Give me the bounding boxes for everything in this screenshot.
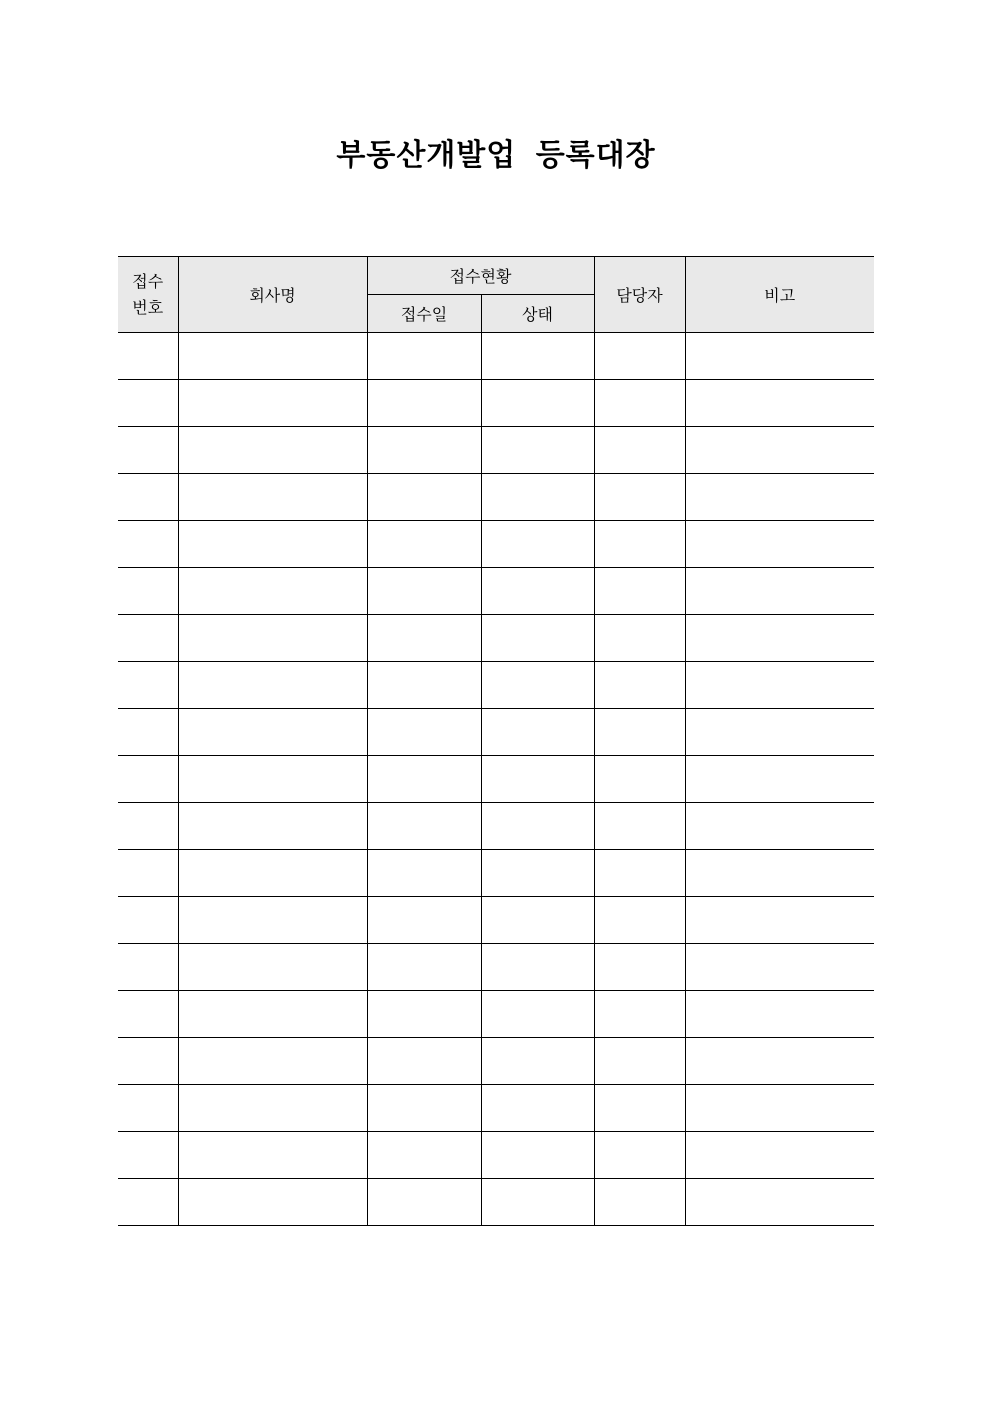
cell-receipt-date[interactable] [367, 1038, 481, 1085]
header-remarks: 비고 [685, 257, 874, 333]
table-row [118, 709, 874, 756]
page-title: 부동산개발업 등록대장 [336, 138, 656, 173]
cell-receipt-date[interactable] [367, 709, 481, 756]
cell-status[interactable] [481, 1038, 594, 1085]
header-receipt-number-line2: 번호 [132, 297, 164, 317]
cell-receipt-date[interactable] [367, 850, 481, 897]
cell-company-name[interactable] [178, 380, 367, 427]
cell-remarks[interactable] [685, 991, 874, 1038]
cell-remarks[interactable] [685, 944, 874, 991]
cell-receipt-number[interactable] [118, 521, 178, 568]
cell-company-name[interactable] [178, 1179, 367, 1226]
cell-receipt-number[interactable] [118, 333, 178, 380]
cell-manager[interactable] [594, 1038, 685, 1085]
cell-remarks[interactable] [685, 1085, 874, 1132]
cell-receipt-number[interactable] [118, 568, 178, 615]
table-row [118, 568, 874, 615]
header-status: 상태 [481, 295, 594, 333]
cell-manager[interactable] [594, 333, 685, 380]
cell-status[interactable] [481, 944, 594, 991]
cell-remarks[interactable] [685, 427, 874, 474]
cell-receipt-date[interactable] [367, 1132, 481, 1179]
table-row [118, 1038, 874, 1085]
cell-manager[interactable] [594, 521, 685, 568]
cell-receipt-date[interactable] [367, 803, 481, 850]
cell-receipt-date[interactable] [367, 333, 481, 380]
cell-manager[interactable] [594, 944, 685, 991]
table-row [118, 662, 874, 709]
cell-receipt-number[interactable] [118, 474, 178, 521]
cell-receipt-date[interactable] [367, 380, 481, 427]
header-receipt-date: 접수일 [367, 295, 481, 333]
cell-receipt-number[interactable] [118, 1085, 178, 1132]
cell-receipt-date[interactable] [367, 568, 481, 615]
cell-status[interactable] [481, 756, 594, 803]
cell-receipt-number[interactable] [118, 380, 178, 427]
cell-company-name[interactable] [178, 427, 367, 474]
cell-receipt-date[interactable] [367, 615, 481, 662]
cell-company-name[interactable] [178, 474, 367, 521]
cell-receipt-number[interactable] [118, 709, 178, 756]
table-row [118, 1132, 874, 1179]
cell-manager[interactable] [594, 662, 685, 709]
cell-receipt-number[interactable] [118, 944, 178, 991]
cell-company-name[interactable] [178, 944, 367, 991]
cell-remarks[interactable] [685, 1179, 874, 1226]
cell-status[interactable] [481, 709, 594, 756]
cell-manager[interactable] [594, 427, 685, 474]
cell-remarks[interactable] [685, 568, 874, 615]
cell-company-name[interactable] [178, 568, 367, 615]
cell-company-name[interactable] [178, 1038, 367, 1085]
cell-remarks[interactable] [685, 1132, 874, 1179]
cell-status[interactable] [481, 662, 594, 709]
registration-table [118, 256, 874, 1226]
header-receipt-number-line1: 접수 [132, 271, 164, 291]
table-row [118, 380, 874, 427]
cell-receipt-number[interactable] [118, 991, 178, 1038]
table-row [118, 474, 874, 521]
cell-receipt-number[interactable] [118, 803, 178, 850]
header-receipt-number [118, 257, 178, 333]
cell-manager[interactable] [594, 1179, 685, 1226]
table-row [118, 333, 874, 380]
cell-company-name[interactable] [178, 1085, 367, 1132]
cell-remarks[interactable] [685, 333, 874, 380]
table-body [118, 333, 874, 1226]
table-row [118, 615, 874, 662]
cell-manager[interactable] [594, 709, 685, 756]
cell-remarks[interactable] [685, 521, 874, 568]
cell-receipt-date[interactable] [367, 897, 481, 944]
cell-status[interactable] [481, 521, 594, 568]
cell-manager[interactable] [594, 756, 685, 803]
cell-company-name[interactable] [178, 991, 367, 1038]
header-receipt-status-group: 접수현황 [367, 257, 594, 295]
cell-receipt-number[interactable] [118, 1179, 178, 1226]
cell-status[interactable] [481, 333, 594, 380]
cell-receipt-date[interactable] [367, 474, 481, 521]
cell-receipt-date[interactable] [367, 662, 481, 709]
cell-manager[interactable] [594, 850, 685, 897]
cell-remarks[interactable] [685, 615, 874, 662]
cell-status[interactable] [481, 803, 594, 850]
cell-receipt-date[interactable] [367, 521, 481, 568]
table-row [118, 897, 874, 944]
cell-manager[interactable] [594, 991, 685, 1038]
table-row [118, 991, 874, 1038]
cell-receipt-number[interactable] [118, 756, 178, 803]
table-row [118, 1179, 874, 1226]
table-row [118, 803, 874, 850]
cell-company-name[interactable] [178, 662, 367, 709]
cell-remarks[interactable] [685, 897, 874, 944]
cell-remarks[interactable] [685, 380, 874, 427]
cell-company-name[interactable] [178, 756, 367, 803]
cell-receipt-date[interactable] [367, 944, 481, 991]
cell-manager[interactable] [594, 897, 685, 944]
cell-remarks[interactable] [685, 803, 874, 850]
cell-status[interactable] [481, 1179, 594, 1226]
cell-remarks[interactable] [685, 850, 874, 897]
cell-receipt-number[interactable] [118, 662, 178, 709]
cell-receipt-date[interactable] [367, 991, 481, 1038]
cell-manager[interactable] [594, 615, 685, 662]
cell-company-name[interactable] [178, 709, 367, 756]
table-row [118, 1085, 874, 1132]
cell-status[interactable] [481, 897, 594, 944]
table-header [118, 257, 874, 333]
cell-receipt-date[interactable] [367, 1179, 481, 1226]
cell-status[interactable] [481, 568, 594, 615]
cell-remarks[interactable] [685, 709, 874, 756]
cell-manager[interactable] [594, 474, 685, 521]
cell-remarks[interactable] [685, 756, 874, 803]
cell-receipt-number[interactable] [118, 897, 178, 944]
cell-company-name[interactable] [178, 333, 367, 380]
table-row [118, 427, 874, 474]
table-row [118, 756, 874, 803]
cell-receipt-number[interactable] [118, 850, 178, 897]
cell-manager[interactable] [594, 1132, 685, 1179]
cell-status[interactable] [481, 1085, 594, 1132]
table-row [118, 521, 874, 568]
cell-company-name[interactable] [178, 521, 367, 568]
cell-status[interactable] [481, 615, 594, 662]
cell-status[interactable] [481, 427, 594, 474]
cell-company-name[interactable] [178, 803, 367, 850]
cell-receipt-date[interactable] [367, 1085, 481, 1132]
cell-receipt-number[interactable] [118, 615, 178, 662]
cell-manager[interactable] [594, 568, 685, 615]
header-company-name: 회사명 [178, 257, 367, 333]
table-row [118, 850, 874, 897]
cell-status[interactable] [481, 850, 594, 897]
cell-company-name[interactable] [178, 615, 367, 662]
cell-remarks[interactable] [685, 474, 874, 521]
cell-company-name[interactable] [178, 850, 367, 897]
cell-status[interactable] [481, 1132, 594, 1179]
table-row [118, 944, 874, 991]
cell-company-name[interactable] [178, 897, 367, 944]
cell-status[interactable] [481, 380, 594, 427]
cell-manager[interactable] [594, 803, 685, 850]
cell-manager[interactable] [594, 1085, 685, 1132]
cell-remarks[interactable] [685, 662, 874, 709]
header-manager: 담당자 [594, 257, 685, 333]
cell-status[interactable] [481, 474, 594, 521]
cell-receipt-date[interactable] [367, 427, 481, 474]
cell-receipt-date[interactable] [367, 756, 481, 803]
cell-receipt-number[interactable] [118, 427, 178, 474]
cell-manager[interactable] [594, 380, 685, 427]
cell-remarks[interactable] [685, 1038, 874, 1085]
cell-status[interactable] [481, 991, 594, 1038]
cell-company-name[interactable] [178, 1132, 367, 1179]
cell-receipt-number[interactable] [118, 1132, 178, 1179]
cell-receipt-number[interactable] [118, 1038, 178, 1085]
